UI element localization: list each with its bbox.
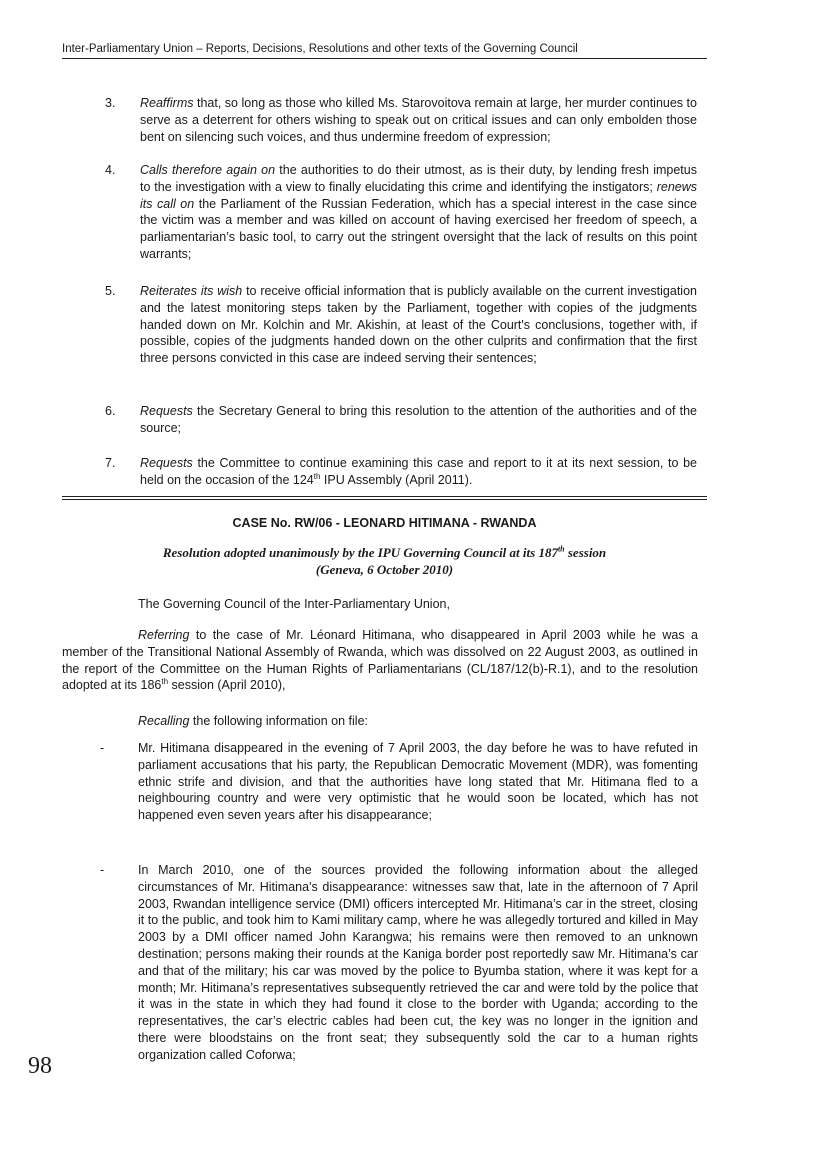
page-number: 98	[28, 1053, 52, 1079]
clause-body: to receive official information that is publicly available on the current investigation and the latest monitoring steps taken by the Parliament, together with copies of the judgments handed down on Mr. Kolchin and Mr. Akishin, at least of the Court's conclusions, together with, if possible, copies of the judgments handed down on the other culprits and confirmation that the first three persons convicted in this case are indeed serving their sentences;	[140, 284, 697, 366]
preamble-body: the following information on file:	[189, 714, 368, 728]
clause-number: 4.	[105, 163, 116, 177]
clause-verb: Requests	[140, 456, 193, 470]
case-title: CASE No. RW/06 - LEONARD HITIMANA - RWANDA	[232, 516, 537, 530]
bullet-text: In March 2010, one of the sources provided the following information about the alleged circumstances of Mr. Hitimana's disappearance: witnesses saw that, late in the afternoon of 7 April 2003, Rwandan intelligence service (DMI) officers intercepted Mr. Hitimana’s car in the street, closing it to the public, and took him to Kami military camp, where he was allegedly tortured and killed in May 2003 by a DMI officer named John Karangwa; his remains were then removed to an unknown destination; persons making their rounds at the Kaniga border post reportedly saw Mr. Hitimana’s car and that of the military; his car was moved by the police to Byumba station, where it was kept for a month; Mr. Hitimana’s representatives subsequently retrieved the car and were told by the police that it was in the state in which they had found it close to the border with Uganda; according to the representatives, the car’s electric cables had been cut, the key was no longer in the ignition and there were bloodstains on the front seat; they subsequently sold the car to a human rights organization called Coforwa;	[138, 863, 698, 1062]
clause-number: 7.	[105, 456, 116, 470]
resolution-text: Resolution adopted unanimously by the IPU Governing Council at its 187	[162, 545, 558, 560]
clause-text	[140, 162, 697, 263]
clause-text	[140, 455, 697, 489]
bullet-dash: -	[100, 741, 105, 755]
ordinal-suffix: th	[161, 677, 169, 687]
section-divider-bottom	[62, 499, 707, 500]
resolution-line	[62, 544, 707, 561]
bullet-dash: -	[100, 863, 105, 877]
operative-clause-4	[105, 162, 697, 263]
clause-verb-2: renews its call on	[140, 179, 697, 211]
clause-body-end: IPU Assembly (April 2011).	[320, 472, 473, 487]
clause-body: the Committee to continue examining this case and report to it at its next session, to be held on the occasion of the 124	[140, 456, 697, 487]
preamble-recalling	[138, 713, 698, 730]
clause-number: 6.	[105, 404, 116, 418]
section-divider-top	[62, 496, 707, 497]
preamble-verb: Referring	[138, 628, 190, 642]
clause-verb: Reaffirms	[140, 96, 194, 110]
operative-clause-5	[105, 283, 697, 367]
preamble-verb: Recalling	[138, 714, 190, 728]
ordinal-suffix: th	[313, 471, 321, 481]
operative-clause-6	[105, 403, 697, 437]
clause-body: the Secretary General to bring this resolution to the attention of the authorities and of the source;	[140, 404, 697, 435]
clause-body: the authorities to do their utmost, as is their duty, by lending fresh impetus to the investigation with a view to finally elucidating this crime and identifying the instigators;	[140, 163, 697, 194]
preamble-referring	[62, 627, 698, 694]
ordinal-suffix: th	[557, 544, 565, 554]
resolution-heading	[62, 544, 707, 578]
running-title: Inter-Parliamentary Union – Reports, Decisions, Resolutions and other texts of the Governing Council	[62, 43, 578, 55]
clause-text	[140, 283, 697, 367]
preamble-council: The Governing Council of the Inter-Parliamentary Union,	[138, 597, 450, 611]
clause-number: 3.	[105, 96, 116, 110]
list-item	[100, 740, 698, 824]
preamble-body-end: session (April 2010),	[168, 678, 286, 693]
preamble-body: to the case of Mr. Léonard Hitimana, who disappeared in April 2003 while he was a member of the Transitional National Assembly of Rwanda, which was dissolved on 22 August 2003, as outlined in the report of the Committee on the Human Rights of Parliamentarians (CL/187/12(b)-R.1), and to the resolution adopted at its 186	[62, 628, 698, 693]
running-header	[62, 43, 707, 59]
clause-verb: Requests	[140, 404, 193, 418]
list-item	[100, 862, 698, 1064]
bullet-text: Mr. Hitimana disappeared in the evening of 7 April 2003, the day before he was to have refuted in parliament accusations that his party, the Republican Democratic Movement (MDR), was fomenting ethnic strife and division, and that the authorities have long stated that Mr. Hitimana fled to a neighbouring country and were very optimistic that he would soon be located, which has not happened even seven years after his disappearance;	[138, 741, 698, 823]
clause-text	[140, 95, 697, 145]
resolution-place: (Geneva, 6 October 2010)	[315, 562, 454, 577]
resolution-text-end: session	[564, 545, 607, 560]
clause-text	[140, 403, 697, 437]
clause-verb: Reiterates its wish	[140, 284, 243, 298]
clause-number: 5.	[105, 284, 116, 298]
clause-body-2: the Parliament of the Russian Federation, which has a special interest in the case since the victim was a member and was killed on account of having exercised her freedom of speech, a parliamentarian’s basic tool, to carry out the stringent oversight that the lack of results on this point warrants;	[140, 196, 697, 261]
clause-verb: Calls therefore again on	[140, 163, 276, 177]
clause-body: that, so long as those who killed Ms. Starovoitova remain at large, her murder continues to serve as a deterrent for others wishing to speak out on critical issues and can only embolden those bent on silencing such voices, and thus undermine freedom of expression;	[140, 96, 697, 144]
operative-clause-7	[105, 455, 697, 489]
operative-clause-3	[105, 95, 697, 145]
